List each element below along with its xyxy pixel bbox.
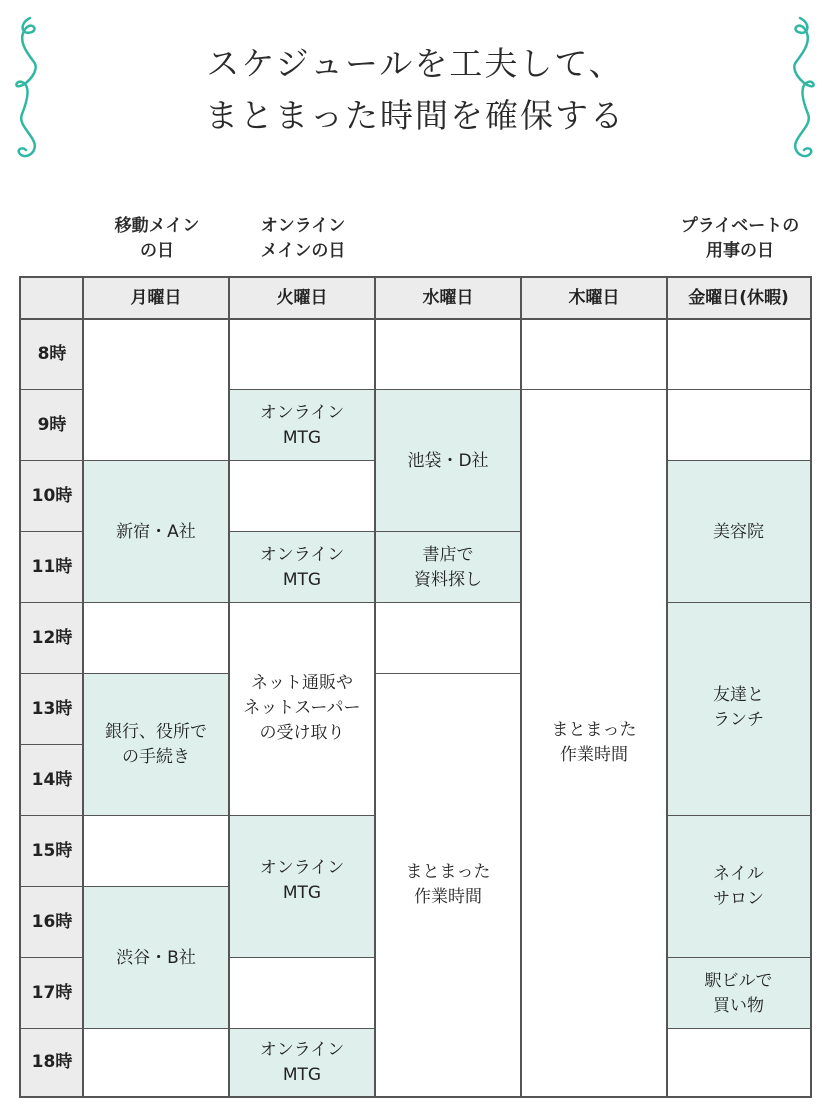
grid-line xyxy=(83,886,229,887)
event-fri-lunch: 友達と ランチ xyxy=(667,603,810,816)
grid-line xyxy=(21,460,83,461)
grid-line xyxy=(21,744,83,745)
event-mon-bank: 銀行、役所で の手続き xyxy=(83,674,229,816)
grid-line xyxy=(229,389,375,390)
grid-line xyxy=(667,1028,810,1029)
event-tue-online-mtg: オンライン MTG xyxy=(229,1029,375,1096)
page-title xyxy=(0,38,830,142)
slot-empty xyxy=(667,1029,810,1096)
hour-label: 10時 xyxy=(21,461,83,532)
grid-line xyxy=(229,460,375,461)
title-line-2: まとまった時間を確保する xyxy=(205,96,625,135)
slot-empty xyxy=(229,319,375,390)
event-fri-shopping: 駅ビルで 買い物 xyxy=(667,958,810,1029)
grid-line xyxy=(83,815,229,816)
grid-line xyxy=(21,389,83,390)
grid-line xyxy=(21,673,83,674)
grid-line xyxy=(375,389,521,390)
grid-line xyxy=(83,673,229,674)
event-wed-bookstore: 書店で 資料探し xyxy=(375,532,521,603)
schedule-table xyxy=(19,276,812,1098)
grid-line xyxy=(521,389,667,390)
hour-label: 13時 xyxy=(21,674,83,745)
event-mon-shinjuku: 新宿・A社 xyxy=(83,461,229,603)
slot-empty xyxy=(521,319,667,390)
title-line-1: スケジュールを工夫して、 xyxy=(206,44,624,83)
hour-label: 16時 xyxy=(21,887,83,958)
event-tue-online-mtg: オンライン MTG xyxy=(229,816,375,958)
grid-line xyxy=(374,278,376,1096)
grid-line xyxy=(21,1028,83,1029)
slot-empty xyxy=(229,958,375,1029)
grid-line xyxy=(667,815,810,816)
grid-line xyxy=(667,602,810,603)
grid-line xyxy=(21,602,83,603)
grid-line xyxy=(21,886,83,887)
header-day-wed: 水曜日 xyxy=(375,278,521,319)
grid-line xyxy=(83,1028,229,1029)
header-day-tue: 火曜日 xyxy=(229,278,375,319)
grid-line xyxy=(229,957,375,958)
grid-line xyxy=(229,602,375,603)
slot-empty xyxy=(667,319,810,390)
header-day-fri: 金曜日(休暇) xyxy=(667,278,810,319)
hour-label: 17時 xyxy=(21,958,83,1029)
grid-line xyxy=(667,957,810,958)
slot-empty xyxy=(83,319,229,461)
event-mon-shibuya: 渋谷・B社 xyxy=(83,887,229,1029)
event-fri-nail: ネイル サロン xyxy=(667,816,810,958)
grid-line xyxy=(375,673,521,674)
grid-line xyxy=(83,602,229,603)
event-wed-focus-time: まとまった 作業時間 xyxy=(375,674,521,1096)
grid-line xyxy=(666,278,668,1096)
hour-label: 9時 xyxy=(21,390,83,461)
grid-line xyxy=(229,1028,375,1029)
header-day-mon: 月曜日 xyxy=(83,278,229,319)
hour-label: 11時 xyxy=(21,532,83,603)
hour-label: 18時 xyxy=(21,1029,83,1096)
note-friday: プライベートの 用事の日 xyxy=(680,216,800,261)
event-fri-salon: 美容院 xyxy=(667,461,810,603)
grid-line xyxy=(21,957,83,958)
grid-line xyxy=(375,531,521,532)
header-corner xyxy=(21,278,83,319)
event-thu-focus-time: まとまった 作業時間 xyxy=(521,390,667,1096)
slot-empty xyxy=(229,461,375,532)
event-tue-delivery: ネット通販や ネットスーパー の受け取り xyxy=(229,603,375,816)
grid-line xyxy=(229,815,375,816)
note-tuesday: オンライン メインの日 xyxy=(260,216,346,261)
grid-line xyxy=(520,278,522,1096)
slot-empty xyxy=(83,1029,229,1096)
slot-empty xyxy=(375,603,521,674)
grid-line xyxy=(375,602,521,603)
grid-line xyxy=(83,460,229,461)
grid-line xyxy=(667,460,810,461)
hour-label: 15時 xyxy=(21,816,83,887)
grid-line xyxy=(228,278,230,1096)
grid-line xyxy=(21,318,810,320)
grid-line xyxy=(21,531,83,532)
note-monday: 移動メイン の日 xyxy=(114,216,200,261)
grid-line xyxy=(21,815,83,816)
event-tue-online-mtg: オンライン MTG xyxy=(229,390,375,461)
hour-label: 8時 xyxy=(21,319,83,390)
slot-empty xyxy=(375,319,521,390)
hour-label: 12時 xyxy=(21,603,83,674)
event-tue-online-mtg: オンライン MTG xyxy=(229,532,375,603)
event-wed-ikebukuro: 池袋・D社 xyxy=(375,390,521,532)
header-day-thu: 木曜日 xyxy=(521,278,667,319)
grid-line xyxy=(667,389,810,390)
grid-line xyxy=(229,531,375,532)
slot-empty xyxy=(83,816,229,887)
hour-label: 14時 xyxy=(21,745,83,816)
grid-line xyxy=(82,278,84,1096)
slot-empty xyxy=(83,603,229,674)
slot-empty xyxy=(667,390,810,461)
